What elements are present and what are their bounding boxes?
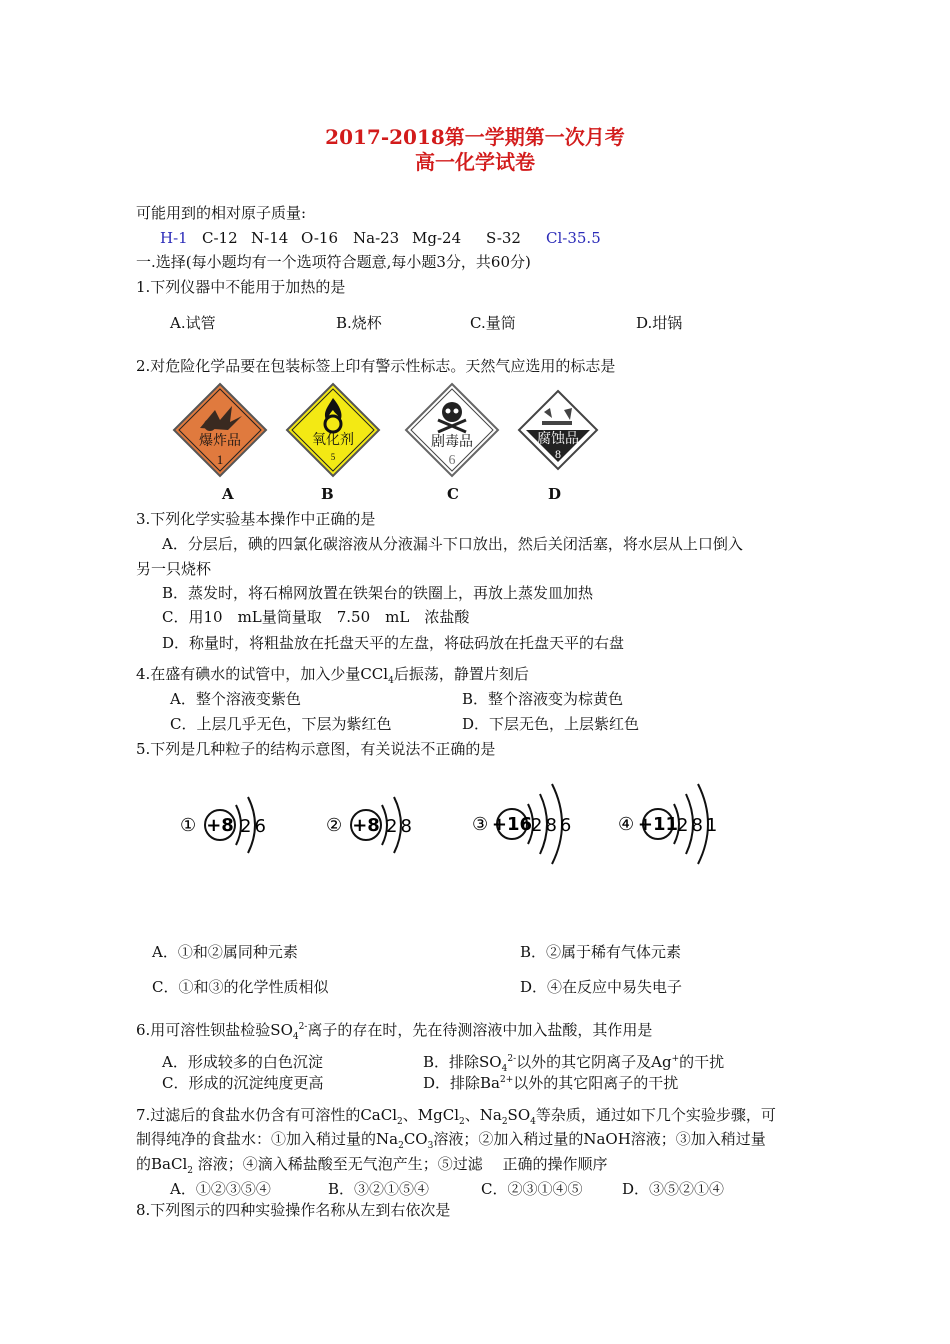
q6-option-d: D．排除$Ba^{2+}$以外的其它阳离子的干扰 (423, 1074, 679, 1092)
q7-stem-line1: 7.过滤后的食盐水仍含有可溶性的CaCl$_2$、MgCl$_2$、$Na_2SO_4$等杂质，通过如下几个实验步骤，可 (136, 1106, 776, 1127)
q4-option-c: C．上层几乎无色，下层为紫红色 (170, 715, 392, 733)
svg-text:26: 26 (240, 816, 269, 837)
q6-option-b: B．排除$SO_4^{2-}$以外的其它阴离子及Ag+的干扰 (423, 1053, 725, 1074)
sign-text: 腐蚀品 (537, 431, 579, 447)
q1-stem: 1.下列仪器中不能用于加热的是 (136, 278, 346, 296)
sign-text: 剧毒品 (431, 434, 473, 450)
q7-stem-line3: 的BaCl$_2$ 溶液；④滴入稀盐酸至无气泡产生；⑤过滤 正确的操作顺序 (136, 1155, 608, 1176)
section-heading: 一.选择(每小题均有一个选项符合题意,每小题3分，共60分) (136, 253, 531, 271)
q7-option-c: C．②③①④⑤ (481, 1180, 583, 1198)
atom-diagram-2 (322, 780, 422, 870)
q4-option-b: B．整个溶液变为棕黄色 (462, 690, 624, 708)
sign-text: 爆炸品 (199, 433, 241, 449)
svg-text:+11: +11 (637, 814, 679, 835)
toxic-sign-icon (402, 380, 502, 480)
q5-option-d: D．④在反应中易失电子 (520, 978, 683, 996)
page-title: 2017-2018第一学期第一次月考 (325, 125, 625, 149)
q3-option-a-cont: 另一只烧杯 (136, 560, 212, 578)
q5-option-c: C．①和③的化学性质相似 (152, 978, 329, 996)
q1-option-d: D.坩锅 (636, 314, 683, 332)
q3-option-d: D．称量时，将粗盐放在托盘天平的左盘，将砝码放在托盘天平的右盘 (162, 634, 625, 652)
q6-stem: 6.用可溶性钡盐检验$SO_4^{2-}$离子的存在时，先在待测溶液中加入盐酸，其作用是 (136, 1021, 653, 1042)
q4-option-d: D．下层无色，上层紫红色 (462, 715, 640, 733)
svg-text:28: 28 (386, 816, 415, 837)
q4-option-a: A．整个溶液变紫色 (170, 690, 301, 708)
q2-stem: 2.对危险化学品要在包装标签上印有警示性标志。天然气应选用的标志是 (136, 357, 616, 375)
svg-text:①: ① (180, 815, 197, 836)
sign-number: 6 (448, 453, 456, 468)
q1-option-a: A.试管 (170, 314, 216, 332)
q3-option-b: B．蒸发时，将石棉网放置在铁架台的铁圈上，再放上蒸发皿加热 (162, 584, 594, 602)
mass-item: Na-23 (353, 229, 400, 247)
svg-text:+8: +8 (206, 815, 234, 836)
mass-item: Mg-24 (412, 229, 462, 247)
svg-text:②: ② (326, 815, 343, 836)
mass-item: N-14 (251, 229, 289, 247)
sign-letter: D (548, 485, 562, 503)
q5-option-a: A．①和②属同种元素 (152, 943, 298, 961)
mass-item: Cl-35.5 (546, 229, 601, 247)
q7-option-d: D．③⑤②①④ (622, 1180, 725, 1198)
explosive-sign-icon (170, 380, 270, 480)
atom-diagram-4 (614, 772, 734, 876)
mass-item: O-16 (301, 229, 339, 247)
sign-number: 8 (555, 447, 561, 461)
mass-item: C-12 (202, 229, 238, 247)
q3-stem: 3.下列化学实验基本操作中正确的是 (136, 510, 376, 528)
q8-stem: 8.下列图示的四种实验操作名称从左到右依次是 (136, 1201, 451, 1219)
oxidizer-sign-icon (283, 380, 383, 480)
mass-item: H-1 (160, 229, 188, 247)
sign-letter: C (447, 485, 459, 503)
q3-option-c: C．用10 mL量筒量取 7.50 mL 浓盐酸 (162, 608, 470, 626)
mass-item: S-32 (486, 229, 521, 247)
sign-letter: B (321, 485, 334, 503)
q5-stem: 5.下列是几种粒子的结构示意图，有关说法不正确的是 (136, 740, 496, 758)
sign-number: 5 (330, 452, 336, 462)
q7-option-a: A．①②③⑤④ (170, 1180, 271, 1198)
masses-intro: 可能用到的相对原子质量: (136, 204, 307, 222)
q7-option-b: B．③②①⑤④ (328, 1180, 430, 1198)
svg-text:286: 286 (531, 815, 575, 836)
q6-option-a: A．形成较多的白色沉淀 (162, 1053, 323, 1071)
q7-stem-line2: 制得纯净的食盐水：①加入稍过量的$Na_2CO_3$溶液；②加入稍过量的NaOH溶液；③加入稍过量 (136, 1130, 766, 1151)
atom-diagram-1 (176, 780, 276, 870)
sign-letter: A (222, 485, 234, 503)
svg-text:+8: +8 (352, 815, 380, 836)
q4-stem: 4.在盛有碘水的试管中，加入少量CCl$_4$后振荡，静置片刻后 (136, 665, 529, 686)
q5-option-b: B．②属于稀有气体元素 (520, 943, 682, 961)
sign-text: 氧化剂 (312, 432, 354, 448)
svg-text:281: 281 (677, 815, 721, 836)
page-subtitle: 高一化学试卷 (415, 150, 535, 174)
svg-text:+16: +16 (491, 814, 533, 835)
q6-option-c: C．形成的沉淀纯度更高 (162, 1074, 324, 1092)
svg-text:④: ④ (618, 814, 635, 835)
corrosive-sign-icon (516, 388, 600, 472)
atom-diagram-3 (468, 772, 588, 876)
sign-number: 1 (216, 452, 224, 467)
q1-option-b: B.烧杯 (336, 314, 382, 332)
q1-option-c: C.量筒 (470, 314, 516, 332)
svg-text:③: ③ (472, 814, 489, 835)
q3-option-a: A．分层后，碘的四氯化碳溶液从分液漏斗下口放出，然后关闭活塞，将水层从上口倒入 (162, 535, 743, 553)
